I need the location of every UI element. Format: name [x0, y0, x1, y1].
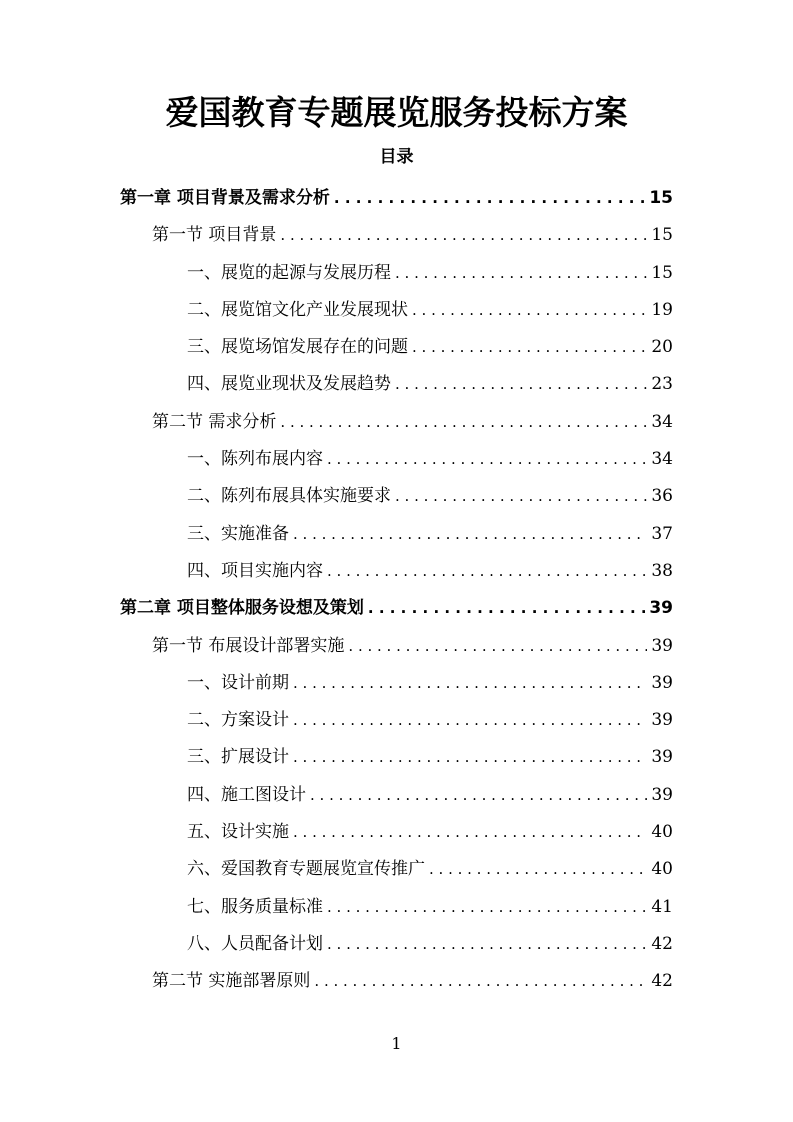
toc-entry-label: 第一节 布展设计部署实施	[152, 635, 345, 656]
page-number: 1	[391, 1034, 402, 1053]
toc-section-entry[interactable]	[120, 963, 673, 1000]
toc-chapter-entry[interactable]	[120, 590, 673, 627]
toc-dot-leader	[395, 366, 647, 403]
toc-entry-label: 三、展览场馆发展存在的问题	[187, 337, 408, 358]
toc-dot-leader	[293, 516, 647, 553]
toc-entry-label: 四、项目实施内容	[187, 560, 323, 581]
toc-entry-label: 第一节 项目背景	[152, 225, 277, 246]
toc-section-entry[interactable]	[120, 217, 673, 254]
toc-subsection-entry[interactable]	[120, 553, 673, 590]
toc-dot-leader	[310, 777, 647, 814]
toc-dot-leader	[280, 404, 647, 441]
toc-entry-page: 39	[651, 747, 673, 768]
toc-entry-label: 二、陈列布展具体实施要求	[187, 486, 391, 507]
toc-subsection-entry[interactable]	[120, 366, 673, 403]
toc-dot-leader	[412, 329, 647, 366]
toc-entry-label: 四、施工图设计	[187, 784, 306, 805]
table-of-contents	[120, 180, 673, 1001]
toc-entry-label: 第二节 需求分析	[152, 411, 277, 432]
toc-dot-leader	[293, 814, 647, 851]
toc-chapter-entry[interactable]	[120, 180, 673, 217]
toc-entry-label: 第二节 实施部署原则	[152, 971, 311, 992]
toc-entry-page: 40	[651, 859, 673, 880]
toc-dot-leader	[293, 702, 647, 739]
toc-subsection-entry[interactable]	[120, 777, 673, 814]
toc-entry-label: 一、陈列布展内容	[187, 449, 323, 470]
toc-subsection-entry[interactable]	[120, 851, 673, 888]
toc-entry-label: 四、展览业现状及发展趋势	[187, 374, 391, 395]
toc-dot-leader	[327, 926, 647, 963]
toc-entry-label: 二、方案设计	[187, 710, 289, 731]
toc-dot-leader	[395, 255, 647, 292]
toc-dot-leader	[429, 851, 647, 888]
toc-entry-label: 一、展览的起源与发展历程	[187, 262, 391, 283]
toc-entry-page: 20	[651, 337, 673, 358]
toc-dot-leader	[327, 889, 647, 926]
toc-entry-label: 一、设计前期	[187, 672, 289, 693]
toc-section-entry[interactable]	[120, 628, 673, 665]
toc-entry-page: 37	[651, 523, 673, 544]
toc-entry-label: 五、设计实施	[187, 822, 289, 843]
toc-entry-page: 36	[651, 486, 673, 507]
toc-entry-page: 23	[651, 374, 673, 395]
toc-dot-leader	[334, 180, 645, 217]
toc-entry-page: 39	[651, 672, 673, 693]
toc-dot-leader	[327, 553, 647, 590]
toc-entry-label: 八、人员配备计划	[187, 933, 323, 954]
toc-entry-page: 15	[651, 225, 673, 246]
toc-entry-page: 40	[651, 822, 673, 843]
toc-entry-page: 41	[651, 896, 673, 917]
toc-entry-label: 三、实施准备	[187, 523, 289, 544]
toc-entry-label: 第一章 项目背景及需求分析	[120, 188, 330, 208]
toc-dot-leader	[327, 441, 647, 478]
toc-subsection-entry[interactable]	[120, 478, 673, 515]
toc-dot-leader	[412, 292, 647, 329]
toc-subsection-entry[interactable]	[120, 255, 673, 292]
toc-entry-page: 42	[651, 933, 673, 954]
toc-subsection-entry[interactable]	[120, 926, 673, 963]
toc-entry-label: 六、爱国教育专题展览宣传推广	[187, 859, 425, 880]
toc-entry-label: 第二章 项目整体服务设想及策划	[120, 598, 364, 619]
toc-dot-leader	[395, 478, 647, 515]
toc-entry-label: 七、服务质量标准	[187, 896, 323, 917]
toc-dot-leader	[368, 590, 645, 627]
toc-dot-leader	[280, 217, 647, 254]
toc-entry-page: 15	[649, 188, 673, 208]
toc-entry-page: 39	[651, 710, 673, 731]
toc-subsection-entry[interactable]	[120, 702, 673, 739]
toc-entry-page: 15	[651, 262, 673, 283]
toc-entry-page: 39	[651, 635, 673, 656]
toc-entry-page: 38	[651, 560, 673, 581]
toc-section-entry[interactable]	[120, 404, 673, 441]
toc-heading: 目录	[379, 147, 414, 167]
toc-subsection-entry[interactable]	[120, 739, 673, 776]
toc-entry-label: 三、扩展设计	[187, 747, 289, 768]
toc-subsection-entry[interactable]	[120, 889, 673, 926]
toc-entry-page: 34	[651, 411, 673, 432]
toc-subsection-entry[interactable]	[120, 441, 673, 478]
toc-subsection-entry[interactable]	[120, 665, 673, 702]
toc-entry-page: 39	[649, 598, 673, 619]
toc-dot-leader	[348, 628, 647, 665]
toc-entry-label: 二、展览馆文化产业发展现状	[187, 299, 408, 320]
toc-entry-page: 19	[651, 299, 673, 320]
toc-dot-leader	[314, 963, 647, 1000]
toc-entry-page: 42	[651, 971, 673, 992]
toc-dot-leader	[293, 739, 647, 776]
toc-subsection-entry[interactable]	[120, 814, 673, 851]
toc-entry-page: 39	[651, 784, 673, 805]
toc-subsection-entry[interactable]	[120, 329, 673, 366]
toc-subsection-entry[interactable]	[120, 292, 673, 329]
toc-subsection-entry[interactable]	[120, 516, 673, 553]
toc-entry-page: 34	[651, 449, 673, 470]
toc-dot-leader	[293, 665, 647, 702]
document-title: 爱国教育专题展览服务投标方案	[165, 93, 628, 132]
